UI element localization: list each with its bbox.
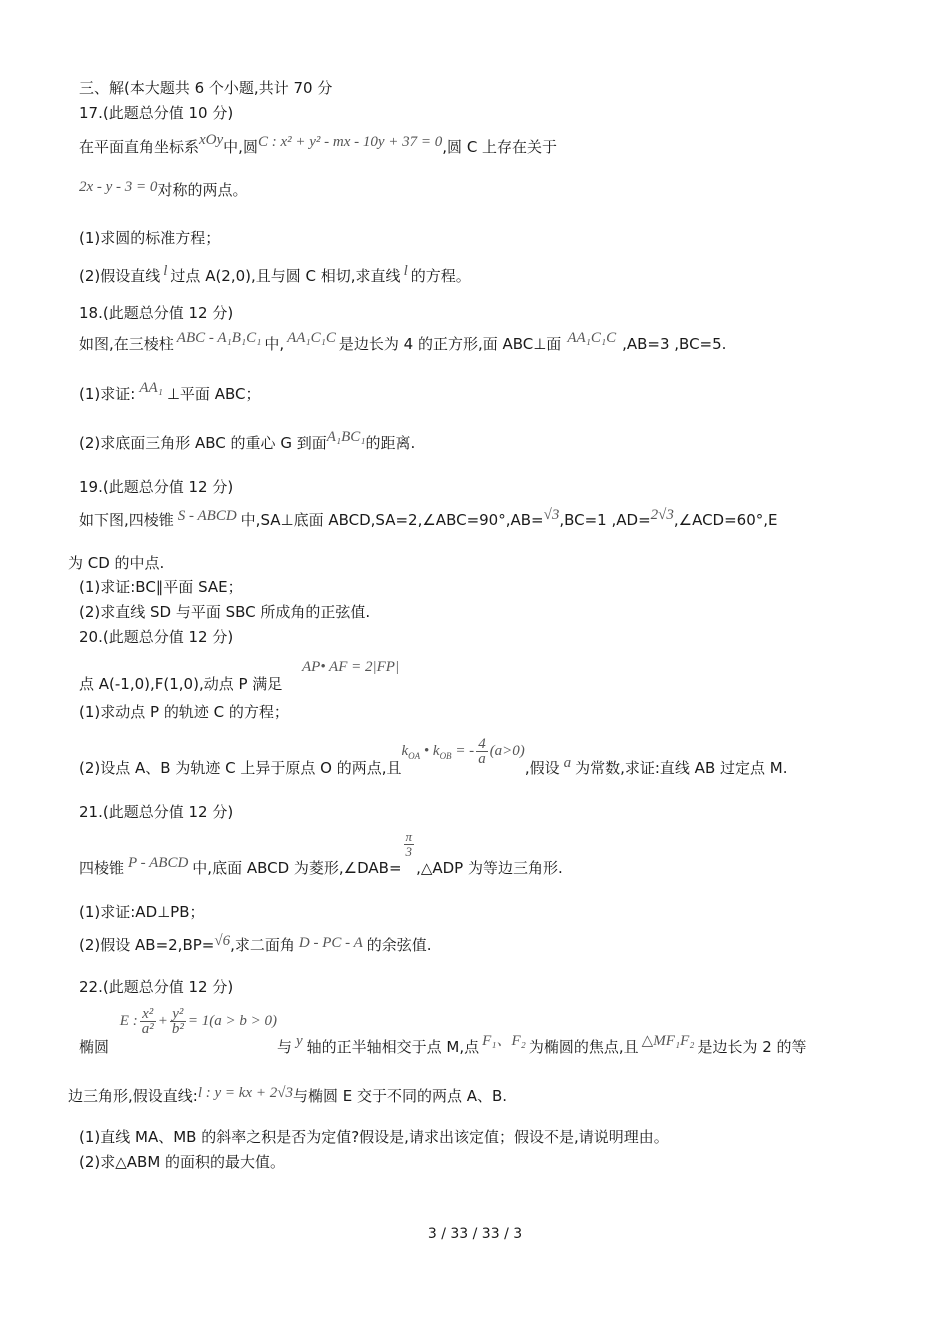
problem-20-q2: (2)设点 A、B 为轨迹 C 上异于原点 O 的两点,且$k_{OA}$ • $k_{OB}$ = - $\frac{4}{a}$ (a>0),假设 a 为常数,求证:直线 AB 过定点 M. bbox=[79, 736, 788, 777]
page-number: 3 / 33 / 33 / 3 bbox=[427, 1226, 523, 1242]
problem-21-q2: (2)假设 AB=2,BP=√6,求二面角 D - PC - A 的余弦值. bbox=[79, 933, 432, 954]
problem-22-q1: (1)直线 MA、MB 的斜率之积是否为定值?假设是,请求出该定值；假设不是,请说明理由。 bbox=[79, 1128, 669, 1146]
problem-19-header: 19.(此题总分值 12 分) bbox=[79, 478, 234, 496]
slope-product-formula: $k_{OA}$ • $k_{OB}$ = - $\frac{4}{a}$ (a>0) bbox=[401, 736, 525, 767]
problem-21-q1: (1)求证:AD⊥PB； bbox=[79, 903, 205, 921]
problem-18-stem: 如图,在三棱柱 ABC - A₁B₁C₁ 中, AA₁C₁C 是边长为 4 的正方形,面 ABC⊥面 AA₁C₁C ,AB=3 ,BC=5. bbox=[79, 330, 727, 353]
problem-19-stem-cont: 为 CD 的中点. bbox=[68, 554, 165, 572]
problem-20-q1: (1)求动点 P 的轨迹 C 的方程； bbox=[79, 703, 289, 721]
problem-20-stem: 点 A(-1,0),F(1,0),动点 P 满足 bbox=[79, 675, 283, 693]
problem-18-header: 18.(此题总分值 12 分) bbox=[79, 304, 234, 322]
problem-18-q2: (2)求底面三角形 ABC 的重心 G 到面A₁BC₁的距离. bbox=[79, 429, 416, 452]
problem-17-stem: 在平面直角坐标系xOy中,圆C : x² + y² - mx - 10y + 37 = 0,圆 C 上存在关于 bbox=[79, 132, 558, 156]
problem-22-stem: 椭圆 E : $\frac{\text{x²}}{\text{a²}}$ + $\frac{\text{y²}}{\text{b²}}$ = 1(a > b > 0)与 y 轴的正半轴相交于点 M,点 F₁、F₂ 为椭圆的焦点,且 △MF₁F₂ 是边长为 2 的等 bbox=[79, 1006, 807, 1056]
problem-19-q2: (2)求直线 SD 与平面 SBC 所成角的正弦值. bbox=[79, 603, 371, 621]
ellipse-equation: E : $\frac{\text{x²}}{\text{a²}}$ + $\frac{\text{y²}}{\text{b²}}$ = 1(a > b > 0) bbox=[119, 1006, 277, 1037]
problem-17-stem-cont: 2x - y - 3 = 0对称的两点。 bbox=[79, 179, 248, 199]
problem-22-q2: (2)求△ABM 的面积的最大值。 bbox=[79, 1153, 286, 1171]
section-heading: 三、解(本大题共 6 个小题,共计 70 分 bbox=[79, 79, 333, 97]
problem-17-header: 17.(此题总分值 10 分) bbox=[79, 104, 234, 122]
problem-19-stem: 如下图,四棱锥 S - ABCD 中,SA⊥底面 ABCD,SA=2,∠ABC=90°,AB=√3,BC=1 ,AD=2√3,∠ACD=60°,E bbox=[79, 507, 778, 529]
problem-21-header: 21.(此题总分值 12 分) bbox=[79, 803, 234, 821]
fraction-pi-over-3: $\frac{\pi}{3}$ bbox=[405, 829, 413, 859]
fraction-4-over-a: $\frac{4}{a}$ bbox=[478, 736, 486, 767]
problem-18-q1: (1)求证: AA₁ ⊥平面 ABC； bbox=[79, 380, 261, 403]
problem-19-q1: (1)求证:BC∥平面 SAE； bbox=[79, 578, 243, 596]
problem-17-q2: (2)假设直线 l 过点 A(2,0),且与圆 C 相切,求直线 l 的方程。 bbox=[79, 263, 471, 285]
problem-22-header: 22.(此题总分值 12 分) bbox=[79, 978, 234, 996]
problem-20-formula: AP• AF = 2|FP| bbox=[302, 659, 400, 675]
problem-17-q1: (1)求圆的标准方程； bbox=[79, 229, 221, 247]
problem-21-stem: 四棱锥 P - ABCD 中,底面 ABCD 为菱形,∠DAB= $\frac{\pi}{3}$ ,△ADP 为等边三角形. bbox=[79, 829, 563, 877]
problem-22-stem-cont: 边三角形,假设直线:l : y = kx + 2√3与椭圆 E 交于不同的两点 A、B. bbox=[68, 1085, 508, 1105]
problem-20-header: 20.(此题总分值 12 分) bbox=[79, 628, 234, 646]
